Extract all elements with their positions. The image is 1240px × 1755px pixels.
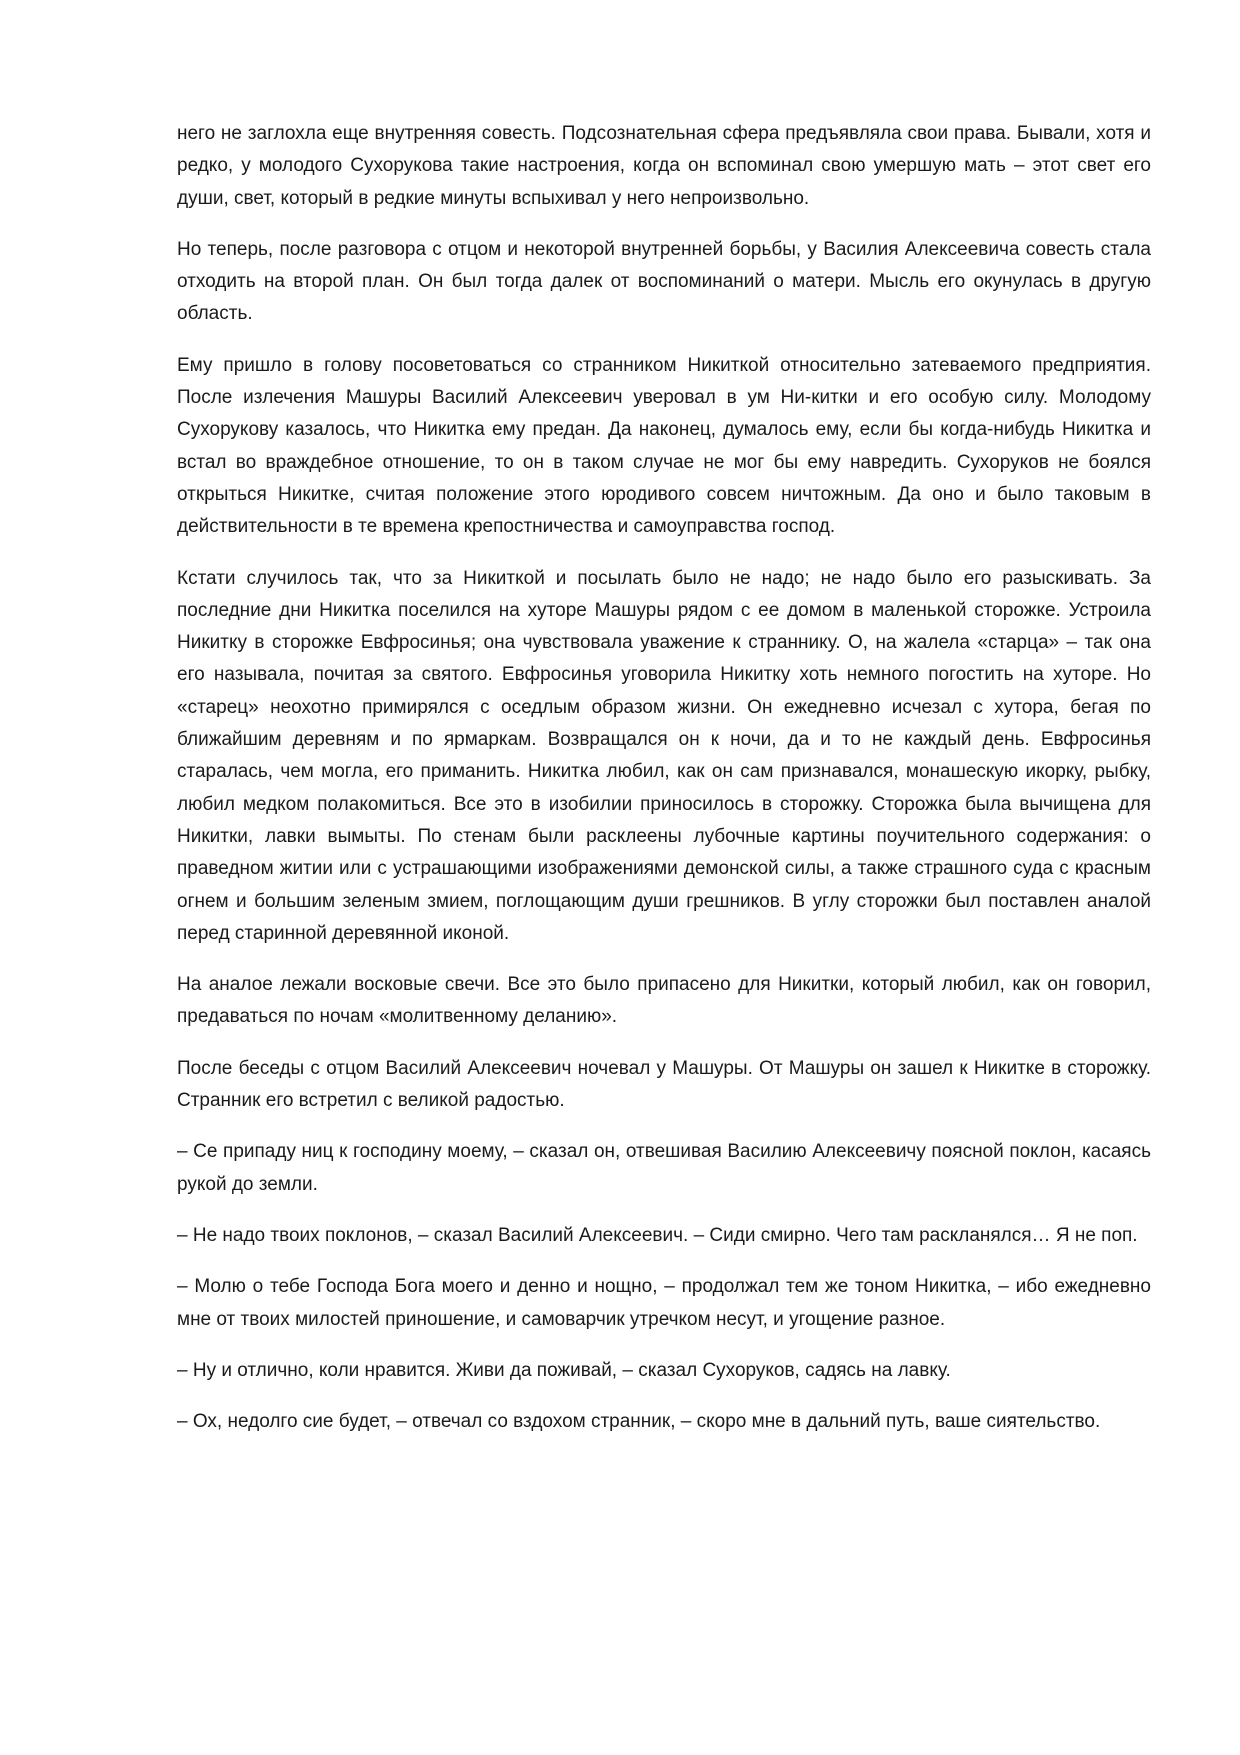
paragraph-4: Кстати случилось так, что за Никиткой и посылать было не надо; не надо было его разыскивать. За последние дни Никитка поселился на хуторе Машуры рядом с ее домом в маленькой сторожке. Устроила Никитку в сторожке Евфросинья; она чувствовала уважение к страннику. О, на жалела «старца» – так она его называла, почитая за святого. Евфросинья уговорила Никитку хоть немного погостить на хуторе. Но «старец» неохотно примирялся с оседлым образом жизни. Он ежедневно исчезал с хутора, бегая по ближайшим деревням и по ярмаркам. Возвращался он к ночи, да и то не каждый день. Евфросинья старалась, чем могла, его приманить. Никитка любил, как он сам признавался, монашескую икорку, рыбку, любил медком полакомиться. Все это в изобилии приносилось в сторожку. Сторожка была вычищена для Никитки, лавки вымыты. По стенам были расклеены лубочные картины поучительного содержания: о праведном житии или с устрашающими изображениями демонской силы, а также страшного суда с красным огнем и большим зеленым змием, поглощающим души грешников. В углу сторожки был поставлен аналой перед старинной деревянной иконой. <box>177 567 1151 944</box>
dialogue-line-5: – Ох, недолго сие будет, – отвечал со вздохом странник, – скоро мне в дальний путь, ваше сиятельство. <box>177 1411 1101 1433</box>
paragraph-1: него не заглохла еще внутренняя совесть. Подсознательная сфера предъявляла свои права. Бывали, хотя и редко, у молодого Сухорукова такие настроения, когда он вспоминал свою умершую мать – этот свет его души, свет, который в редкие минуты вспыхивал у него непроизвольно. <box>177 123 1151 209</box>
dialogue-line-2: – Не надо твоих поклонов, – сказал Василий Алексеевич. – Сиди смирно. Чего там раскланялся… Я не поп. <box>177 1224 1138 1246</box>
paragraph-3: Ему пришло в голову посоветоваться со странником Никиткой относительно затеваемого предприятия. После излечения Машуры Василий Алексеевич уверовал в ум Ни-китки и его особую силу. Молодому Сухорукову казалось, что Никитка ему предан. Да наконец, думалось ему, если бы когда-нибудь Никитка и встал во враждебное отношение, то он в таком случае не мог бы ему навредить. Сухоруков не боялся открыться Никитке, считая положение этого юродивого совсем ничтожным. Да оно и было таковым в действительности в те времена крепостничества и самоуправства господ. <box>177 354 1151 538</box>
paragraph-6: После беседы с отцом Василий Алексеевич ночевал у Машуры. От Машуры он зашел к Никитке в сторожку. Странник его встретил с великой радостью. <box>177 1057 1151 1112</box>
dialogue-line-1: – Се припаду ниц к господину моему, – сказал он, отвешивая Василию Алексеевичу поясной поклон, касаясь рукой до земли. <box>177 1141 1151 1195</box>
dialogue-line-4: – Ну и отлично, коли нравится. Живи да поживай, – сказал Сухоруков, садясь на лавку. <box>177 1359 951 1381</box>
dialogue-line-3: – Молю о тебе Господа Бога моего и денно и нощно, – продолжал тем же тоном Никитка, – ибо ежедневно мне от твоих милостей приношение, и самоварчик утречком несут, и угощение разное. <box>177 1276 1151 1330</box>
paragraph-5: На аналое лежали восковые свечи. Все это было припасено для Никитки, который любил, как он говорил, предаваться по ночам «молитвенному деланию». <box>177 974 1151 1028</box>
paragraph-2: Но теперь, после разговора с отцом и некоторой внутренней борьбы, у Василия Алексеевича совесть стала отходить на второй план. Он был тогда далек от воспоминаний о матери. Мысль его окунулась в другую область. <box>177 238 1151 325</box>
document-body <box>177 118 1151 1457</box>
